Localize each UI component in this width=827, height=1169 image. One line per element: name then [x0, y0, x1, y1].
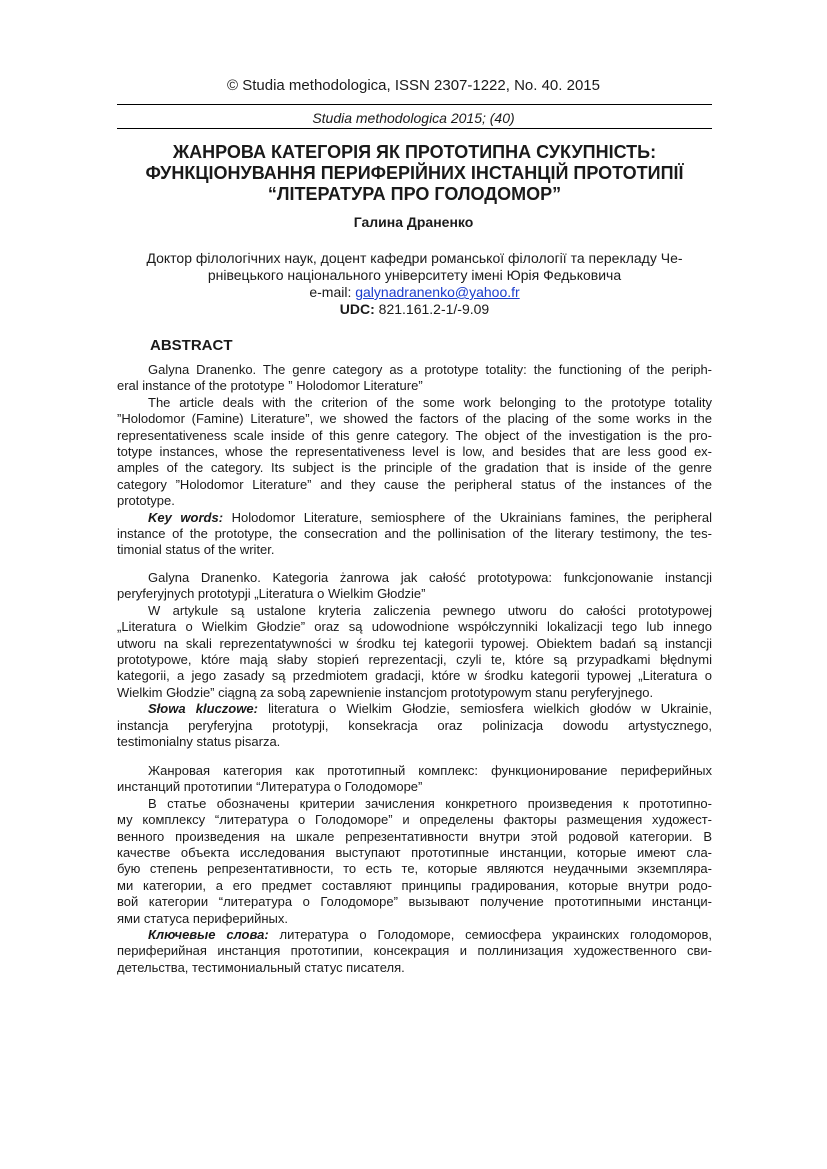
abstract-line: му комплексу “литература о Голодоморе” и определены факторы размещения художест-: [117, 812, 712, 828]
affiliation-line: рнівецького національного університету імені Юрія Федьковича: [207, 267, 622, 283]
journal-running-head: Studia methodologica 2015; (40): [312, 110, 515, 126]
abstract-line: amples of the category. Its subject is the principle of the gradation that is inside of the genre: [117, 460, 712, 476]
title-line: “ЛІТЕРАТУРА ПРО ГОЛОДОМОР”: [267, 184, 562, 204]
email-line: [117, 284, 712, 301]
author-name: Галина Драненко: [353, 214, 474, 230]
abstract-line: бую степень репрезентативности, то есть те, которые являются неудачными экземпляра-: [117, 861, 712, 877]
header-rule-bottom: [117, 128, 712, 129]
abstract-line: Galyna Dranenko. Kategoria żanrowa jak całość prototypowa: funkcjonowanie instancji: [148, 570, 712, 585]
udc-line: [117, 301, 712, 318]
abstract-line: The article deals with the criterion of the some work belonging to the prototype totality: [148, 394, 712, 410]
keywords-line: [117, 701, 712, 717]
abstract-line: prototype.: [117, 493, 175, 509]
keywords-label: Ключевые слова:: [148, 927, 269, 943]
title-line: ФУНКЦІОНУВАННЯ ПЕРИФЕРІЙНИХ ІНСТАНЦІЙ ПРОТОТИПІЇ: [145, 163, 684, 183]
abstract-line: ”Holodomor (Famine) Literature”, we showed the factors of the placing of the some works in the: [117, 411, 712, 427]
abstract-line: венного произведения на шкале репрезентативности внутри этой родовой категории. В: [117, 828, 712, 844]
keywords-line: timonial status of the writer.: [117, 542, 275, 558]
email-label: e-mail:: [309, 284, 356, 300]
abstract-line: representativeness scale inside of this genre category. The object of the investigation is the pro-: [117, 427, 712, 443]
abstract-line: ями статуса периферийных.: [117, 910, 288, 926]
title-line: ЖАНРОВА КАТЕГОРІЯ ЯК ПРОТОТИПНА СУКУПНІСТЬ:: [172, 142, 657, 162]
abstract-line: качестве объекта исследования выступают прототипные инстанции, которые имеют сла-: [117, 845, 712, 861]
abstract-line: Galyna Dranenko. The genre category as a prototype totality: the functioning of the periph-: [148, 362, 712, 377]
abstract-russian: [117, 763, 712, 976]
article-title: [117, 142, 712, 205]
abstract-english: [117, 362, 712, 559]
keywords-label: Słowa kluczowe:: [148, 701, 258, 717]
affiliation-line: Доктор філологічних наук, доцент кафедри романської філології та перекладу Че-: [146, 250, 683, 266]
abstract-line: вой категории “литература о Голодоморе” вызывают получение прототипными инстанци-: [117, 894, 712, 910]
abstract-line: utworu na skali reprezentatywności w środku tej kategorii typowej. Obiektem badań są instancji: [117, 635, 712, 651]
keywords-text: литература о Голодоморе, семиосфера украинских голодоморов,: [268, 927, 712, 943]
abstract-line: category ”Holodomor Literature” and they cause the peripheral status of the instances of the: [117, 476, 712, 492]
keywords-line: testimonialny status pisarza.: [117, 734, 281, 750]
abstract-line: kategorii, a jego zasady są przedmiotem gradacji, które w środku kategorii typowej „Literatura o: [117, 668, 712, 684]
keywords-line: детельства, тестимониальный статус писателя.: [117, 959, 405, 975]
keywords-line: instancja peryferyjna prototypji, konsekracja oraz polinizacja dowodu artystycznego,: [117, 717, 712, 733]
abstract-line: peryferyjnych prototypji „Literatura o Wielkim Głodzie”: [117, 586, 426, 602]
abstract-line: ми категории, а его предмет составляют принципы градирования, которые внутри родо-: [117, 877, 712, 893]
email-link[interactable]: galynadranenko@yahoo.fr: [355, 284, 520, 300]
abstract-line: инстанций прототипии “Литература о Голодоморе”: [117, 779, 423, 795]
keywords-line: instance of the prototype, the consecration and the pollinisation of the literary testimony, the tes-: [117, 526, 712, 542]
keywords-text: Holodomor Literature, semiosphere of the Ukrainians famines, the peripheral: [223, 509, 712, 525]
keywords-line: [117, 510, 712, 526]
keywords-label: Key words:: [148, 509, 224, 525]
journal-citation: © Studia methodologica, ISSN 2307-1222, No. 40. 2015: [227, 77, 600, 94]
keywords-text: literatura o Wielkim Głodzie, semiosfera wielkich głodów w Ukrainie,: [257, 701, 713, 717]
abstract-line: W artykule są ustalone kryteria zaliczenia pewnego utworu do całości prototypowej: [148, 602, 712, 618]
author-affiliation: [117, 250, 712, 318]
keywords-line: [117, 927, 712, 943]
abstract-heading: ABSTRACT: [150, 337, 233, 354]
udc-label: UDC:: [339, 301, 375, 317]
abstract-line: Жанровая категория как прототипный комплекс: функционирование периферийных: [148, 763, 712, 778]
abstract-line: Wielkim Głodzie” ciągną za sobą zapewnienie instancjom prototypowym stanu peryferyjnego.: [117, 684, 654, 700]
abstract-polish: [117, 570, 712, 750]
keywords-line: периферийная инстанция прототипии, консекрация и поллинизация художественного сви-: [117, 943, 712, 959]
abstract-line: „Literatura o Wielkim Głodzie” oraz są udowodnione współczynniki lokalizacji tego lub innego: [117, 619, 712, 635]
abstract-line: totype instances, whose the representativeness level is low, and besides that are less good ex-: [117, 444, 712, 460]
udc-value: 821.161.2-1/-9.09: [374, 301, 490, 317]
header-rule-top: [117, 104, 712, 105]
abstract-line: eral instance of the prototype ” Holodomor Literature”: [117, 378, 423, 394]
abstract-line: В статье обозначены критерии зачисления конкретного произведения к прототипно-: [148, 795, 712, 811]
abstract-line: prototypowe, które mają słaby stopień reprezentacji, czyli te, które są przypadkami błędnymi: [117, 652, 712, 668]
